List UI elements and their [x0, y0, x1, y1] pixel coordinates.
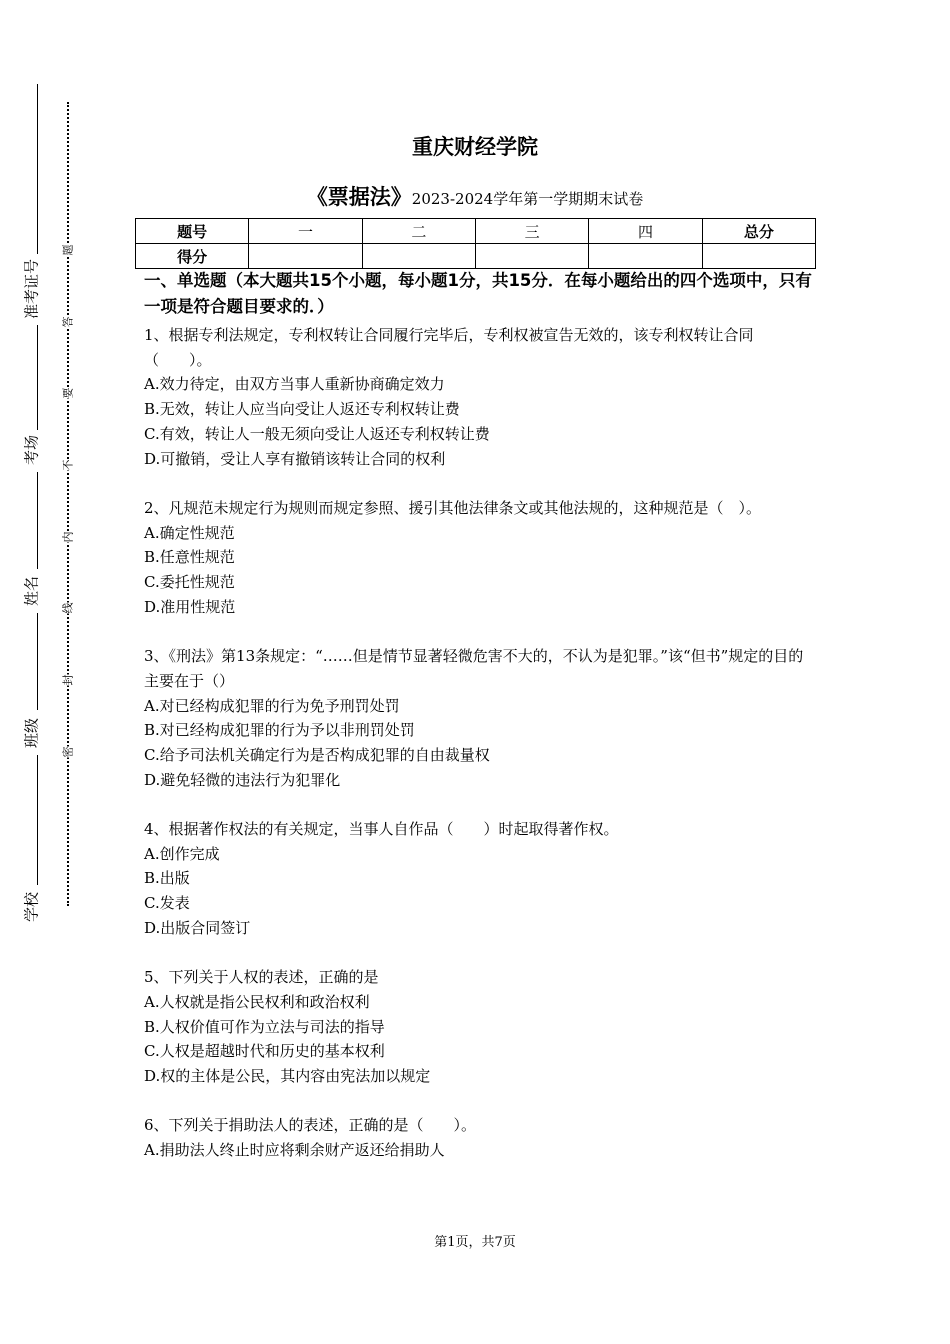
option: B.出版 [144, 869, 190, 888]
question-stem: 1、根据专利法规定，专利权转让合同履行完毕后，专利权被宣告无效的，该专利权转让合同（ ）。 [144, 326, 754, 369]
option: B.对已经构成犯罪的行为予以非刑罚处罚 [144, 721, 415, 740]
exam-subtitle [0, 181, 950, 211]
name-line [37, 472, 38, 569]
seal-char: 密 [61, 746, 75, 758]
option: C.有效，转让人一般无须向受让人返还专利权转让费 [144, 424, 490, 443]
option: C.人权是超越时代和历史的基本权利 [144, 1042, 385, 1061]
question-stem: 5、下列关于人权的表述，正确的是 [144, 968, 379, 987]
seal-dotted-line [67, 102, 69, 906]
option: D.出版合同签订 [144, 918, 251, 937]
section-title: 一、单选题（本大题共15个小题，每小题1分，共15分．在每小题给出的四个选项中，只有一项是符合题目要求的．） [144, 271, 812, 316]
question [144, 644, 814, 792]
option: A.人权就是指公民权利和政治权利 [144, 992, 370, 1011]
score-label-cell: 得分 [136, 244, 249, 269]
option: C.发表 [144, 894, 190, 913]
class-line [37, 613, 38, 710]
room-line [37, 325, 38, 430]
question [144, 965, 814, 1089]
class-label: 班级 [22, 717, 41, 749]
option: B.人权价值可作为立法与司法的指导 [144, 1017, 385, 1036]
option: A.确定性规范 [144, 523, 235, 542]
seal-char: 封 [61, 674, 75, 686]
room-label: 考场 [22, 434, 41, 466]
score-table-cell: 四 [589, 219, 702, 244]
name-label: 姓名 [22, 575, 41, 607]
score-table-cell: 总分 [702, 219, 815, 244]
score-input-cell[interactable] [475, 244, 588, 269]
score-table-cell: 二 [362, 219, 475, 244]
score-table [135, 218, 816, 269]
exam-id-line [37, 84, 38, 254]
school-line [37, 755, 38, 885]
score-table-cell: 题号 [136, 219, 249, 244]
option: D.避免轻微的违法行为犯罪化 [144, 770, 341, 789]
question-stem: 6、下列关于捐助法人的表述，正确的是（ ）。 [144, 1116, 477, 1135]
question-stem: 4、根据著作权法的有关规定，当事人自作品（ ）时起取得著作权。 [144, 820, 619, 839]
page-footer: 第1页，共7页 [434, 1235, 516, 1250]
question [144, 817, 814, 941]
option: A.创作完成 [144, 844, 220, 863]
question-area [144, 268, 814, 1188]
exam-id-label: 准考证号 [22, 258, 41, 320]
seal-char: 要 [61, 387, 75, 399]
option: A.对已经构成犯罪的行为免予刑罚处罚 [144, 696, 400, 715]
question [144, 323, 814, 471]
option: C.委托性规范 [144, 573, 235, 592]
score-table-cell: 一 [249, 219, 362, 244]
option: A.效力待定，由双方当事人重新协商确定效力 [144, 375, 445, 394]
score-table-header-row [136, 219, 816, 244]
score-input-cell[interactable] [589, 244, 702, 269]
school-label: 学校 [22, 891, 41, 923]
option: D.准用性规范 [144, 597, 236, 616]
question-stem: 3、《刑法》第13条规定：“……但是情节显著轻微危害不大的，不认为是犯罪。”该“但书”规定的目的主要在于（） [144, 647, 804, 690]
score-input-cell[interactable] [362, 244, 475, 269]
seal-char: 答 [61, 316, 75, 328]
seal-char: 线 [61, 602, 75, 614]
option: D.可撤销，受让人享有撤销该转让合同的权利 [144, 449, 446, 468]
score-input-cell[interactable] [249, 244, 362, 269]
seal-char: 题 [61, 244, 75, 256]
option: C.给予司法机关确定行为是否构成犯罪的自由裁量权 [144, 745, 490, 764]
question-stem: 2、凡规范未规定行为规则而规定参照、援引其他法律条文或其他法规的，这种规范是（ ）。 [144, 498, 762, 517]
question [144, 496, 814, 620]
term-exam: 2023-2024学年第一学期期末试卷 [411, 190, 644, 208]
score-input-cell[interactable] [702, 244, 815, 269]
course-name: 《票据法》 [306, 185, 412, 209]
option: B.任意性规范 [144, 548, 235, 567]
option: A.捐助法人终止时应将剩余财产返还给捐助人 [144, 1141, 445, 1160]
option: D.权的主体是公民，其内容由宪法加以规定 [144, 1067, 431, 1086]
seal-char: 不 [61, 459, 75, 471]
school-title: 重庆财经学院 [412, 135, 538, 159]
seal-char: 内 [61, 531, 75, 543]
question [144, 1113, 814, 1162]
option: B.无效，转让人应当向受让人返还专利权转让费 [144, 400, 460, 419]
score-table-cell: 三 [475, 219, 588, 244]
score-table-score-row [136, 244, 816, 269]
